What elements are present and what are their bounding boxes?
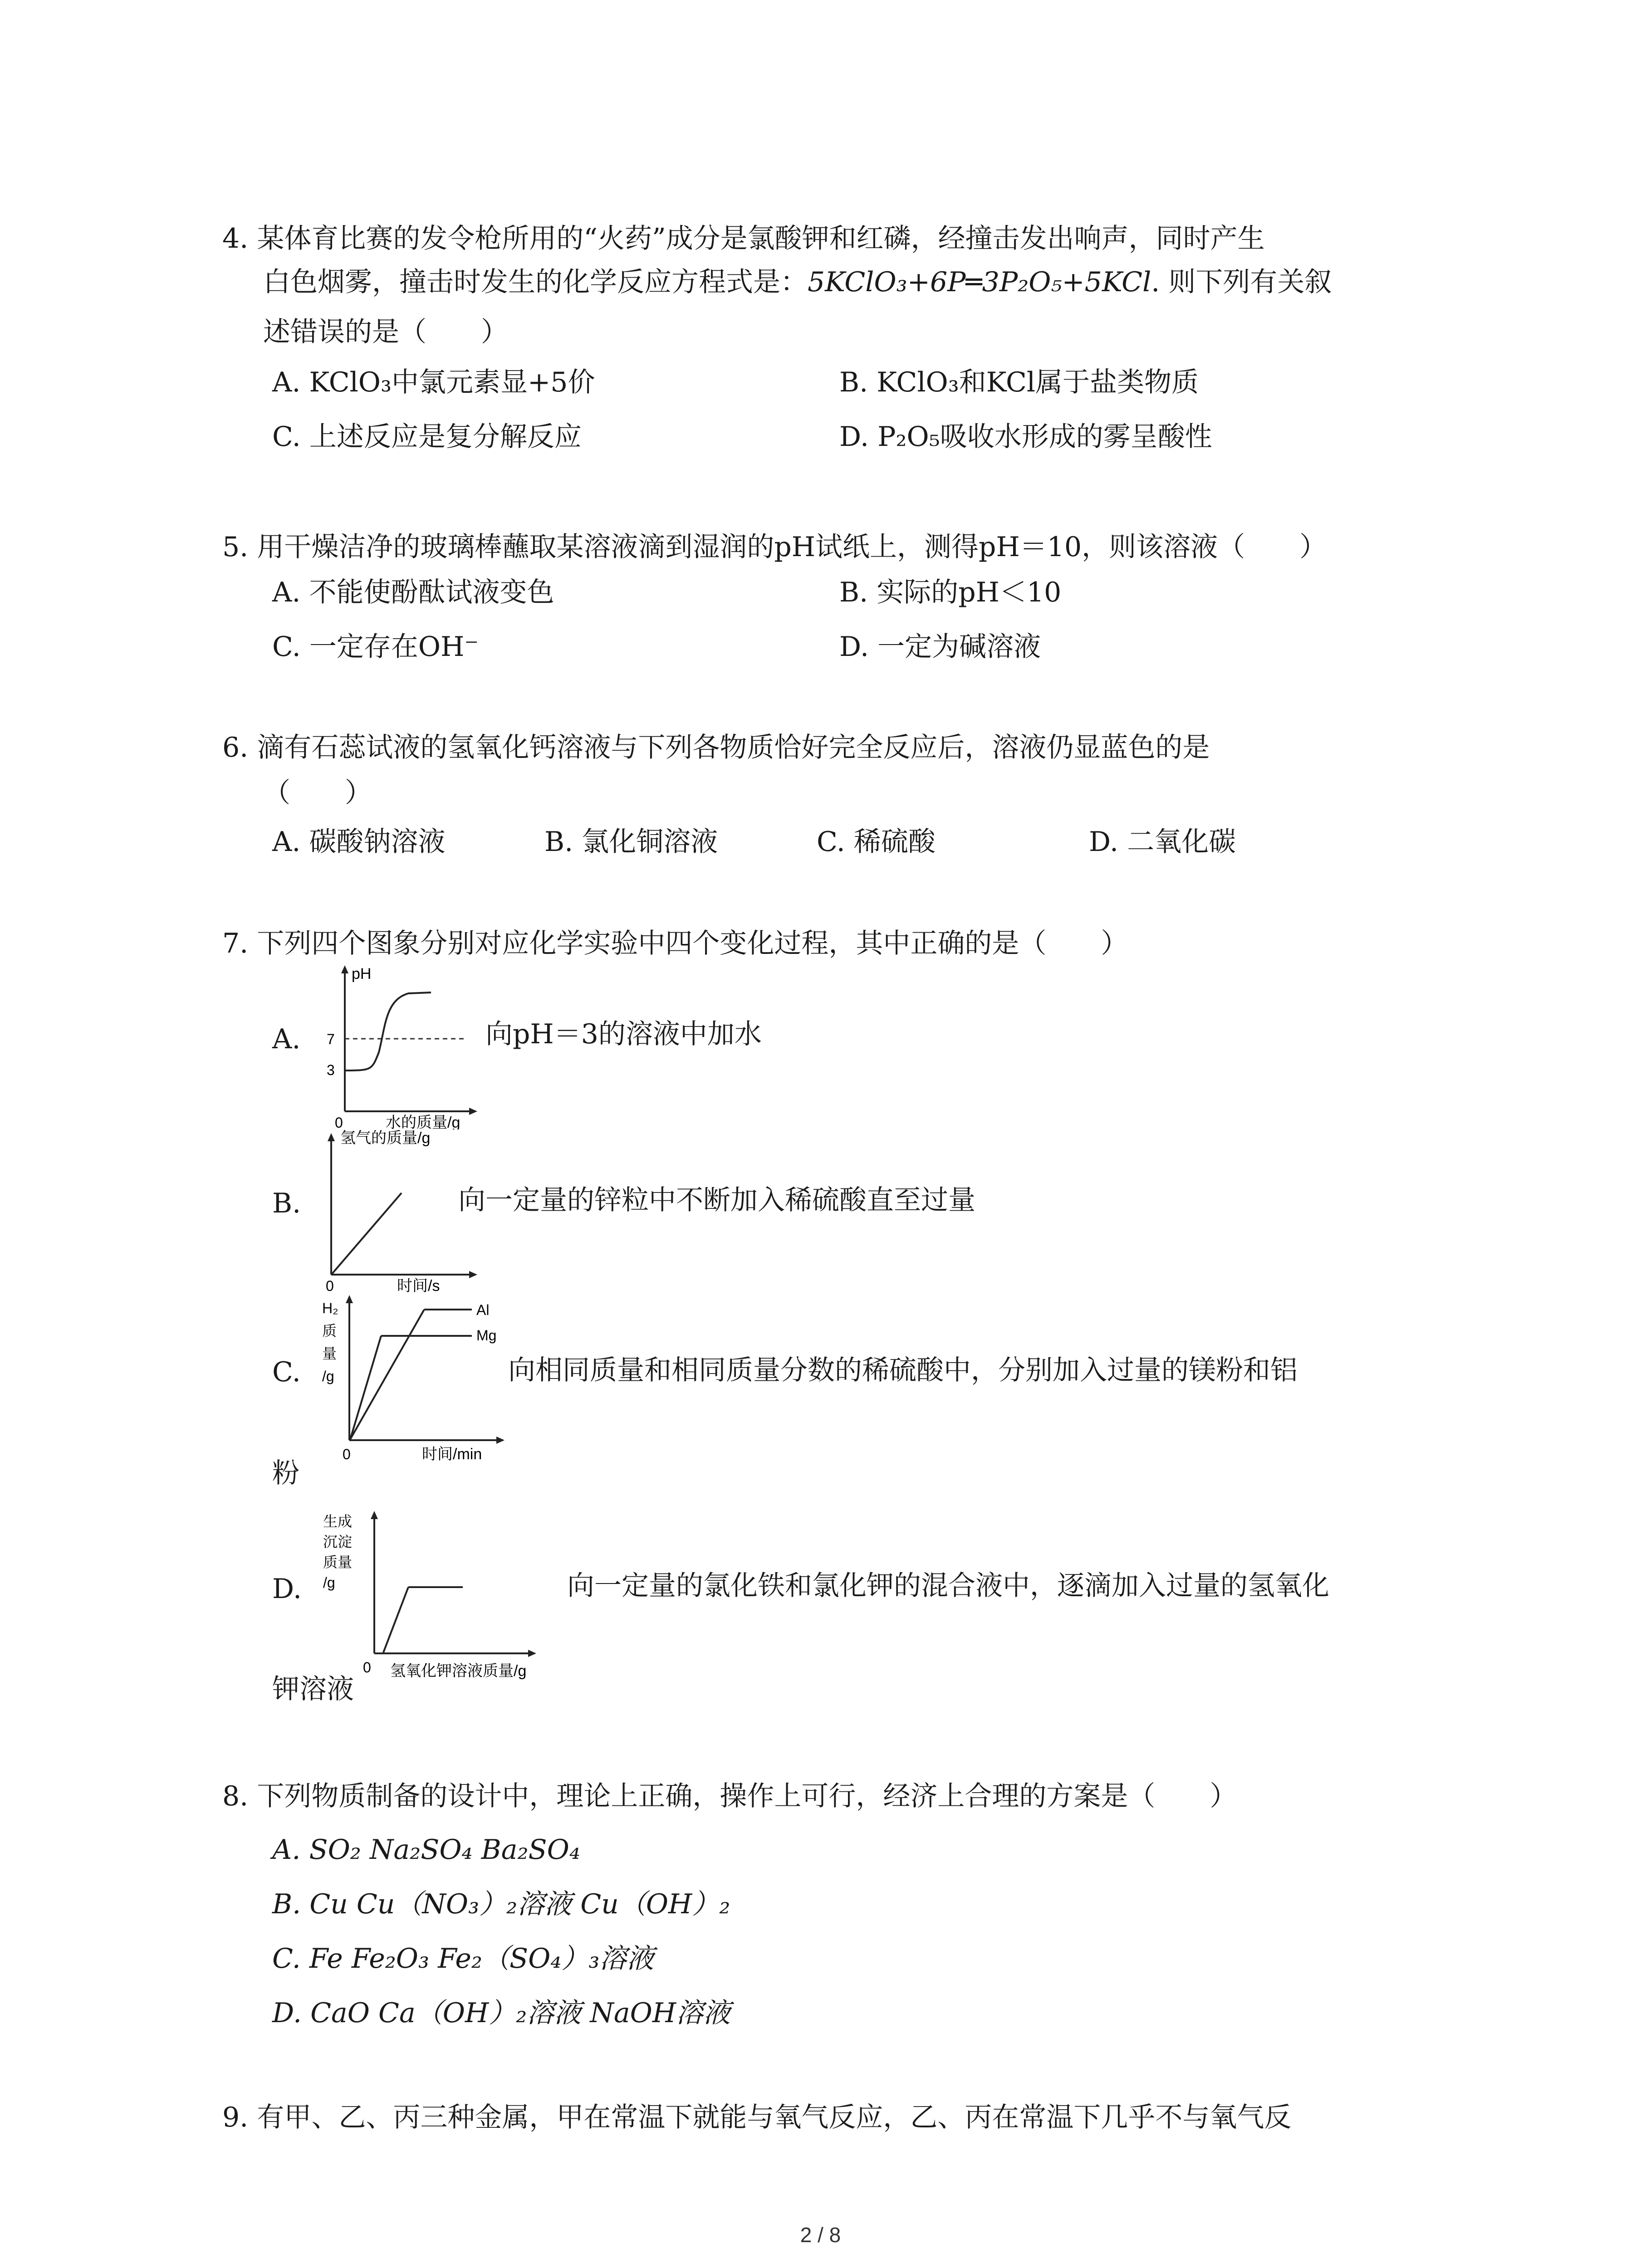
q8-option-b: B. Cu Cu（NO₃）₂溶液 Cu（OH）₂ <box>272 1888 730 1920</box>
q8-option-d: D. CaO Ca（OH）₂溶液 NaOH溶液 <box>272 1997 731 2029</box>
q7-option-b-text: 向一定量的锌粒中不断加入稀硫酸直至过量 <box>458 1184 975 1216</box>
q7-option-c-text-cont: 粉 <box>272 1457 299 1489</box>
q8-option-c: C. Fe Fe₂O₃ Fe₂（SO₄）₃溶液 <box>272 1943 654 1975</box>
graph-d-x-label: 氢氧化钾溶液质量/g <box>390 1662 527 1680</box>
q7-option-a-label: A. <box>272 1023 301 1055</box>
q7-option-d-label: D. <box>272 1573 302 1605</box>
q6-option-b: B. 氯化铜溶液 <box>544 826 718 858</box>
graph-c-y-label-3: 量 <box>322 1345 337 1362</box>
q4-stem-text: 白色烟雾，撞击时发生的化学反应方程式是： <box>263 266 808 298</box>
q6-option-c: C. 稀硫酸 <box>817 826 936 858</box>
q4-stem-text-2: . 则下列有关叙 <box>1151 266 1332 298</box>
graph-a-tick-7: 7 <box>327 1031 335 1047</box>
q6-option-d: D. 二氧化碳 <box>1089 826 1236 858</box>
q4-stem-line2 <box>263 260 1332 304</box>
q8-option-a: A. SO₂ Na₂SO₄ Ba₂SO₄ <box>272 1834 580 1866</box>
q4-stem-line3: 述错误的是（ ） <box>263 316 508 348</box>
q6-stem-line1: 6. 滴有石蕊试液的氢氧化钙溶液与下列各物质恰好完全反应后，溶液仍显蓝色的是 <box>222 732 1210 763</box>
graph-a-tick-3: 3 <box>327 1062 335 1078</box>
graph-b-origin: 0 <box>326 1278 334 1293</box>
graph-a-x-label: 水的质量/g <box>386 1114 460 1129</box>
graph-d-origin: 0 <box>363 1659 371 1676</box>
graph-c-y-label-1: H₂ <box>322 1300 338 1316</box>
graph-c-origin: 0 <box>343 1446 351 1462</box>
q9-stem: 9. 有甲、乙、丙三种金属，甲在常温下就能与氧气反应，乙、丙在常温下几乎不与氧气反 <box>222 2102 1292 2133</box>
q4-option-a: A. KClO₃中氯元素显+5价 <box>272 367 595 398</box>
graph-a-y-label: pH <box>352 965 372 982</box>
q8-stem: 8. 下列物质制备的设计中，理论上正确，操作上可行，经济上合理的方案是（ ） <box>222 1780 1237 1812</box>
q4-option-b: B. KClO₃和KCl属于盐类物质 <box>839 367 1199 398</box>
graph-c-y-label-2: 质 <box>322 1323 337 1339</box>
q7-graph-c <box>318 1295 517 1469</box>
q7-option-d-text: 向一定量的氯化铁和氯化钾的混合液中，逐滴加入过量的氢氧化 <box>567 1570 1329 1602</box>
q7-option-c-label: C. <box>272 1356 301 1388</box>
q4-equation: 5KClO₃+6P═3P₂O₅+5KCl <box>808 266 1151 298</box>
q6-option-a: A. 碳酸钠溶液 <box>272 826 446 858</box>
graph-c-y-label-4: /g <box>322 1368 334 1384</box>
page-number: 2 / 8 <box>800 2223 841 2247</box>
q7-stem: 7. 下列四个图象分别对应化学实验中四个变化过程，其中正确的是（ ） <box>222 928 1128 959</box>
q7-graph-d <box>318 1504 581 1687</box>
graph-b-x-label: 时间/s <box>397 1277 440 1293</box>
q5-option-d: D. 一定为碱溶液 <box>839 631 1041 663</box>
q5-stem: 5. 用干燥洁净的玻璃棒蘸取某溶液滴到湿润的pH试纸上，测得pH＝10，则该溶液（ ） <box>222 531 1327 563</box>
graph-d-y-label-2: 沉淀 <box>323 1534 353 1550</box>
graph-c-series-al: Al <box>476 1302 490 1318</box>
q7-option-d-text-cont: 钾溶液 <box>272 1673 354 1705</box>
graph-c-series-mg: Mg <box>476 1327 497 1344</box>
graph-a-origin: 0 <box>335 1114 343 1129</box>
q7-option-a-text: 向pH＝3的溶液中加水 <box>485 1018 762 1050</box>
q5-option-c: C. 一定存在OH⁻ <box>272 631 479 663</box>
q7-graph-a <box>318 962 481 1131</box>
graph-c-x-label: 时间/min <box>422 1446 482 1463</box>
q4-option-d: D. P₂O₅吸收水形成的雾呈酸性 <box>839 421 1212 453</box>
graph-d-y-label-4: /g <box>323 1574 335 1591</box>
graph-b-y-label: 氢气的质量/g <box>340 1129 431 1147</box>
graph-d-y-label-3: 质量 <box>323 1554 353 1570</box>
q5-option-a: A. 不能使酚酞试液变色 <box>272 577 554 608</box>
q6-stem-line2: （ ） <box>263 777 372 809</box>
q7-option-c-text: 向相同质量和相同质量分数的稀硫酸中，分别加入过量的镁粉和铝 <box>508 1354 1298 1386</box>
q5-option-b: B. 实际的pH＜10 <box>839 577 1062 608</box>
q7-option-b-label: B. <box>272 1188 301 1219</box>
graph-d-y-label-1: 生成 <box>323 1513 353 1530</box>
q4-stem-line1: 4. 某体育比赛的发令枪所用的“火药”成分是氯酸钾和红磷，经撞击发出响声，同时产生 <box>222 223 1265 254</box>
q4-option-c: C. 上述反应是复分解反应 <box>272 421 582 453</box>
